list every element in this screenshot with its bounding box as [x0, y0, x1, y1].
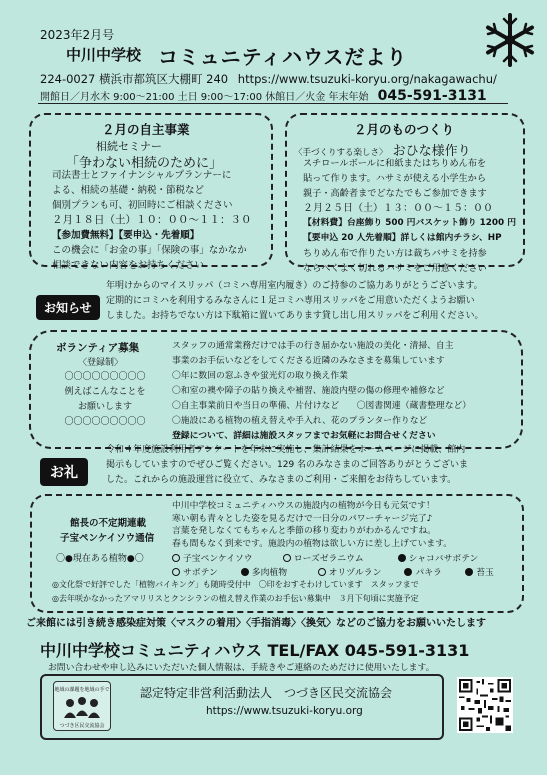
plants-series-title: 館長の不定期連載: [70, 518, 147, 529]
header-divider: [38, 103, 508, 104]
event2-fee: 【材料費】台座飾り 500 円バスケット飾り 1200 円: [303, 218, 517, 228]
volunteer-closing: 登録について、詳細は施設スタッフまでお気軽にお問合せください: [172, 431, 436, 441]
volunteer-left-line: 〇〇〇〇〇〇〇〇〇: [64, 372, 146, 382]
event2-heading: ２月のものつくり: [354, 122, 455, 137]
volunteer-line: 〇和室の襖や障子の貼り換えや補習、施設内壁の傷の修理や補修など: [172, 386, 445, 396]
event2-line: スチロールボールに和紙またはちりめん布を: [303, 158, 487, 169]
event1-line: 相談できない内容をお持ちください: [52, 260, 205, 271]
logo-text: 地域の課題を地域の手で: [54, 687, 110, 693]
qr-code-icon[interactable]: [457, 677, 513, 733]
event1-line: 司法書士とファイナンシャルプランナーに: [52, 170, 232, 181]
footer-contact: 中川中学校コミュニティハウス TEL/FAX 045-591-3131: [40, 641, 470, 660]
event1-subtitle: 相続セミナー: [96, 140, 162, 153]
notice-line: 定期的にコミハを利用するみなさんに１足コミハ専用スリッパをご用意いただくようお願い: [106, 296, 475, 306]
volunteer-line: 〇施設にある植物の植え替えや手入れ、花のプランター作りなど: [172, 416, 428, 426]
plant-item: ローズゼラニウム: [283, 551, 395, 564]
hours-line: [40, 88, 487, 104]
plant-item: サボテン: [172, 565, 238, 578]
volunteer-title: ボランティア募集: [56, 342, 140, 354]
plants-line: 寒い朝も青々とした姿を見るだけで一日分のパワーチャージ完了♪: [172, 513, 433, 524]
volunteer-line: 〇年に数回の窓ふきや蛍光灯の取り換え作業: [172, 371, 348, 381]
notice-label: お知らせ: [36, 295, 100, 320]
thanks-line: 掲示もしていますのでぜひご覧ください。129 名のみなさまのご回答ありがとうございま: [106, 460, 469, 470]
plants-line: 春も間もなく到来です。施設内の植物は欲しい方に差し上げています。: [172, 538, 453, 549]
issue-date: 2023年2月号: [40, 28, 115, 42]
plant-marker-icon: [465, 568, 473, 576]
event1-date: ２月１８日（土）１０：００～１１：３０: [52, 214, 252, 226]
event2-line: ちりめん布で作りたい方は裁ちバサミを持参: [303, 248, 487, 259]
plant-marker-icon: [398, 554, 406, 562]
event2-date: ２月２５日（土）１３：００～１５：００: [303, 203, 493, 214]
event1-heading: ２月の自主事業: [102, 122, 190, 137]
plant-marker-icon: [172, 554, 180, 562]
plants-line: 中川中学校コミュニティハウスの施設内の植物が今日も元気です！: [172, 501, 435, 511]
volunteer-text: [172, 339, 517, 444]
notice-line: 年明けからのマイスリッパ（コミハ専用室内履き）のご持参のご協力ありがとうございます。: [106, 281, 483, 291]
plants-line: 言葉を発しなくてもちゃんと季節の移り変わりがわかるんですね。: [172, 526, 436, 536]
plant-item: 子宝ペンケイソウ: [172, 551, 280, 564]
postal-address: 224-0027 横浜市都筑区大棚町 240: [40, 72, 229, 86]
snowflake-icon: [482, 12, 538, 68]
plant-item: シャコバサボテン: [398, 551, 479, 564]
notice-line: しました。お持ちでない方は下駄箱に置いてあります貸し出し用スリッパをご利用ください。: [106, 311, 484, 321]
volunteer-sub: 〈登録制〉: [78, 358, 124, 368]
plants-legend: 〇●現在ある植物●〇: [56, 554, 144, 564]
plants-note-2: ◎去年咲かなかったアマリリスとクンシランの植え替え作業のお手伝い募集中 ３月下旬頃に実施予定: [52, 594, 419, 603]
plant-marker-icon: [318, 568, 326, 576]
event2-kicker: 〈手づくりする楽しさ〉: [294, 148, 388, 158]
volunteer-left-line: 例えばこんなことを: [64, 387, 146, 397]
plants-row-1: [172, 551, 478, 564]
notice-text: [106, 279, 526, 324]
plant-marker-icon: [283, 554, 291, 562]
event1-line: この機会に「お金の事」「保険の事」なかなか: [52, 245, 247, 256]
volunteer-left-line: 〇〇〇〇〇〇〇〇〇: [64, 417, 146, 427]
event1-line: よる、相続の基礎・納税・節税など: [52, 185, 205, 196]
volunteer-left: [40, 370, 170, 430]
plant-item: パキラ: [404, 565, 462, 578]
event2-title: おひな様作り: [392, 144, 471, 159]
event2-details: [303, 156, 518, 276]
plant-marker-icon: [241, 568, 249, 576]
plant-item: 多肉植物: [241, 565, 315, 578]
org-logo: [53, 681, 111, 731]
plant-item: 苔玉: [465, 565, 494, 578]
volunteer-line: 事業のお手伝いなどをしてくださる近隣のみなさまを募集しています: [172, 356, 445, 366]
event2-line: 親子・高齢者までどなたでもご参加できます: [303, 188, 487, 199]
plants-text: [172, 500, 517, 550]
opening-hours: 開館日／月水木 9:00～21:00 土日 9:00～17:00 休館日／火金 年末年始: [40, 92, 369, 103]
plants-note-1: ◎文化祭で好評でした「植物バイキング」も随時受付中 〇印をおすそわけしています スタッフまで: [52, 580, 419, 589]
newsletter-title: コミュニティハウスだより: [158, 45, 408, 69]
org-name: 認定特定非営利活動法人 つづき区民交流協会: [140, 686, 393, 700]
thanks-line: 令和４年度施設利用者アンケートを年末に実施し、集計結果をホームページに掲載、館内: [106, 445, 466, 455]
volunteer-line: スタッフの通常業務だけでは手の行き届かない施設の美化・清掃、自主: [172, 341, 454, 351]
event2-apply: 【要申込 20 人先着順】詳しくは館内チラシ、HP: [303, 233, 502, 243]
plant-marker-icon: [172, 568, 180, 576]
phone-number: 045-591-3131: [377, 88, 487, 104]
plant-marker-icon: [404, 568, 412, 576]
thanks-label: お礼: [40, 458, 88, 486]
thanks-line: した。これからの施設運営に役立て、みなさまのご利用・ご来館をお待ちしています。: [106, 475, 457, 485]
event1-line: 個別プランも可、初回時にご相談ください: [52, 200, 233, 211]
plant-item: オリヅルラン: [318, 565, 402, 578]
address-line: [40, 71, 497, 87]
org-url[interactable]: https://www.tsuzuki-koryu.org: [206, 705, 363, 717]
covid-notice: ご来館には引き続き感染症対策〈マスクの着用〉〈手指消毒〉〈換気〉などのご協力をお願いいたします: [26, 618, 486, 629]
plants-row-2: [172, 565, 494, 578]
school-name: 中川中学校: [66, 46, 142, 64]
plants-series-subtitle: 子宝ペンケイソウ通信: [60, 533, 155, 544]
privacy-note: お問い合わせや申し込みにいただいた個人情報は、手続きやご連絡のためだけに使用いたします。: [48, 663, 435, 673]
volunteer-left-line: お願いします: [77, 402, 132, 412]
people-icon: [56, 694, 108, 722]
event1-title: 「争わない相続のために」: [66, 156, 223, 171]
website-link[interactable]: https://www.tsuzuki-koryu.org/nakagawachu/: [237, 72, 497, 86]
volunteer-line: 〇自主事業前日や当日の準備、片付けなど 〇図書関連（蔵書整理など）: [172, 401, 472, 411]
event2-line: 貼って作ります。ハサミが使える小学生から: [303, 173, 487, 184]
event2-line: ならべくよく切れるハサミをご用意ください: [303, 263, 487, 274]
event1-details: [52, 168, 264, 273]
logo-text: つづき区民交流協会: [59, 723, 105, 729]
thanks-text: [106, 443, 526, 488]
event1-fee: 【参加費無料】【要申込・先着順】: [52, 230, 200, 241]
